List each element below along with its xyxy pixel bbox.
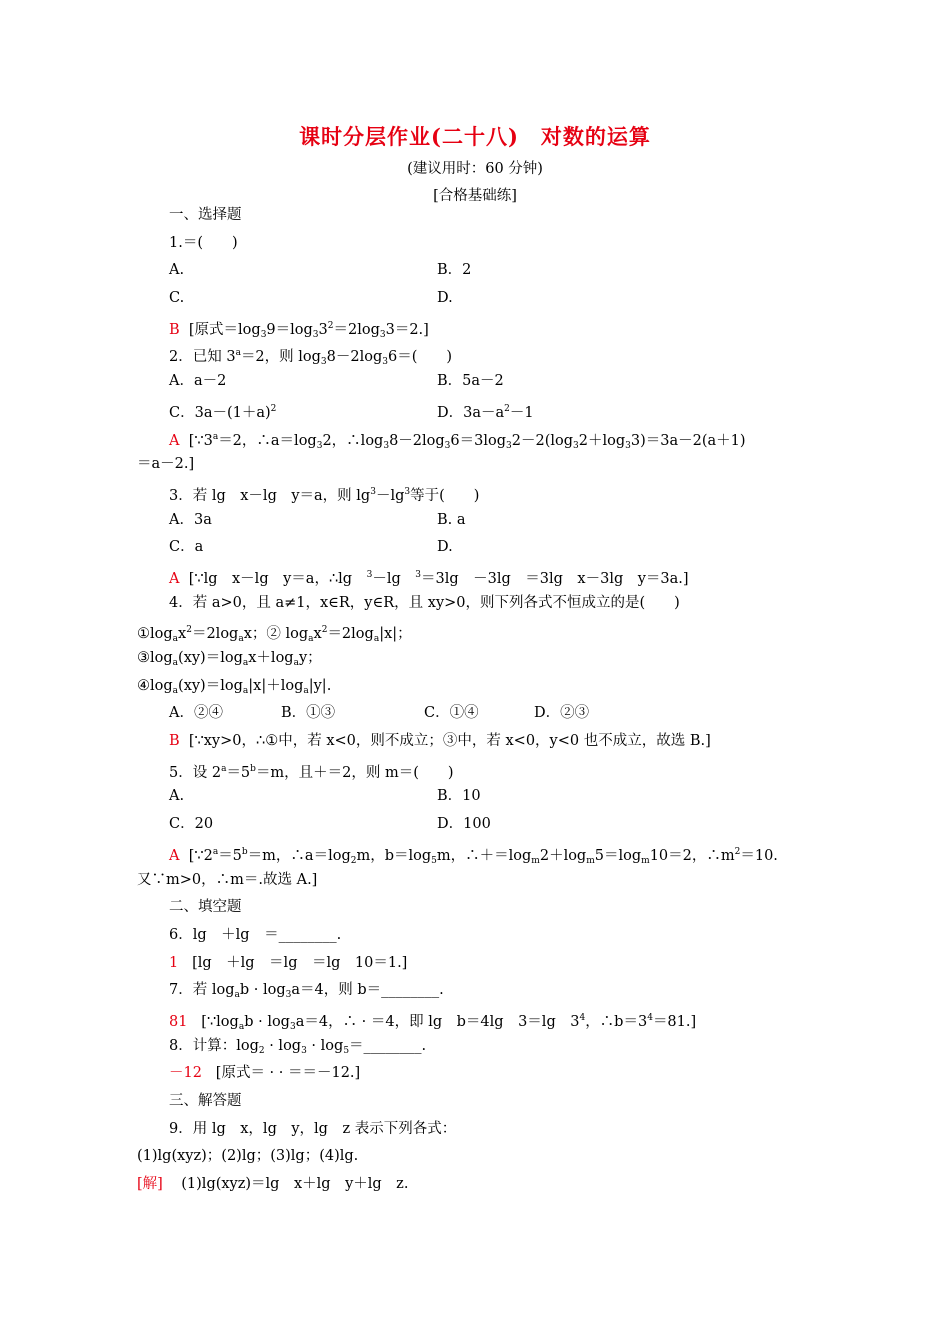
page-title: 课时分层作业(二十八) 对数的运算 [299, 124, 651, 149]
option-a: A．a－2 [169, 373, 227, 390]
option-b: B．5a－2 [437, 373, 504, 390]
answer-key: －12 [169, 1065, 202, 1082]
option-b: B. a [437, 511, 466, 528]
question-7-stem: 7．若 $\log_ab \cdot \log_3a=4$，则 b＝________. [169, 982, 444, 1001]
question-5-options-ab [137, 783, 817, 811]
question-9-stem: 9．用 lg x，lg y，lg z 表示下列各式： [169, 1120, 457, 1137]
option-b: B．10 [437, 788, 481, 805]
question-9-solution: [解] (1)lg(xyz)＝lg x＋lg y＋lg z. [137, 1176, 409, 1193]
question-9-items: (1)lg(xyz)；(2)lg；(3)lg；(4)lg. [137, 1148, 359, 1165]
question-7-solution: 81 [$\because\log_ab \cdot \log_3a=4$，∴ · ＝4，即 lg b＝4lg 3＝lg $3^4$，$\therefore b=3^4=81$.] [169, 1012, 697, 1032]
option-c: C．a [169, 539, 204, 556]
question-2-solution: A [$\because 3^a=2$，$\therefore a=\log_32$，$\therefore\log_38-2\log_36=3\log_32-2(\log_32+\log_33)=3a-2(a+1)$ [169, 431, 746, 451]
answer-key: A [169, 847, 180, 864]
question-2-solution-cont: ＝a－2.] [137, 456, 195, 473]
exercise-content [137, 202, 817, 1199]
question-5-solution-cont: 又∵m>0，∴m＝.故选 A.] [137, 871, 318, 888]
question-5-options-cd [137, 811, 817, 839]
section-label: [合格基础练] [433, 188, 517, 204]
answer-key: A [169, 570, 180, 587]
answer-key: B [169, 321, 180, 338]
question-1-stem: 1.＝( ) [169, 234, 238, 251]
question-4-solution: B [∵xy>0，∴①中，若 x<0，则不成立；③中，若 x<0，y<0 也不成立，故选 B.] [169, 733, 711, 750]
option-c: C．20 [169, 816, 214, 833]
question-6-solution: 1 [lg ＋lg ＝lg ＝lg 10＝1.] [169, 954, 408, 971]
answer-key: A [169, 432, 180, 449]
option-c: C．$3a-(1+a)^2$ [169, 403, 277, 421]
option-a: A. [169, 788, 185, 805]
option-d: D. [437, 539, 453, 556]
question-8-solution: －12 [原式＝ · · ＝＝－12.] [169, 1065, 361, 1082]
answer-key: 81 [169, 1013, 188, 1030]
question-4-statement-3: $③\log_a(xy)=\log_ax+\log_ay$； [137, 650, 322, 668]
option-c: C. [169, 290, 185, 307]
question-4-options [137, 700, 817, 728]
answer-key: [解] [137, 1176, 163, 1193]
question-5-solution: A [$\because 2^a=5^b=m$，$\therefore a=\log_2m$，$b=\log_5m$，$\therefore+=\log_m2+\log_m5=\log_m10=2$，$\therefore m^2=10$. [169, 846, 778, 866]
option-c: C．①④ [424, 705, 479, 722]
option-d: D．100 [437, 816, 491, 833]
option-a: A．3a [169, 511, 212, 528]
question-2-options-ab [137, 368, 817, 396]
question-3-options-ab [137, 507, 817, 535]
question-2-stem: 2．已知 $3^a=2$，则 $\log_38-2\log_36=$( ) [169, 348, 453, 368]
question-3-options-cd [137, 534, 817, 562]
option-d: D. [437, 290, 453, 307]
question-3-stem: 3．若 lg x－lg y＝a，则 $\lg^3-\lg^3$等于( ) [169, 486, 480, 504]
option-b: B．①③ [281, 705, 336, 722]
question-6-stem: 6．lg ＋lg ＝________. [169, 926, 342, 943]
question-1-options-cd [137, 285, 817, 313]
part-heading: 三、解答题 [169, 1093, 242, 1109]
answer-key: 1 [169, 954, 179, 971]
question-8-stem: 8．计算：$\log_2 \cdot \log_3$ · $\log_5=\_\_\_\_\_\_\_\_$. [169, 1037, 427, 1056]
option-b: B．2 [437, 262, 472, 279]
question-1-solution: B [原式$=\log_39=\log_33^2=2\log_33=2$.] [169, 320, 429, 340]
question-2-options-cd [137, 396, 817, 424]
option-d: D．②③ [534, 705, 590, 722]
question-1-options-ab [137, 257, 817, 285]
question-4-statement-1: $①\log_ax^2=2\log_ax$；② $\log_ax^2=2\log_a|x|$； [137, 625, 412, 645]
question-4-stem: 4．若 a>0，且 a≠1，x∈R，y∈R，且 xy>0，则下列各式不恒成立的是( ) [169, 594, 680, 611]
answer-key: B [169, 733, 180, 750]
question-4-statement-4: $④\log_a(xy)=\log_a|x|+\log_a|y|$. [137, 677, 332, 696]
option-a: A. [169, 262, 185, 279]
time-note: (建议用时：60 分钟) [407, 161, 543, 177]
part-heading: 二、填空题 [169, 899, 242, 916]
option-a: A．②④ [169, 705, 223, 722]
option-d: D．$3a-a^2-1$ [437, 403, 534, 421]
question-3-solution: A [∵lg x－lg y＝a，∴lg $^3$－lg $^3$＝3lg －3lg ＝3lg x－3lg y＝3a.] [169, 569, 689, 587]
question-5-stem: 5．设 $2^a=5^b=m$，且＋＝2，则 m＝( ) [169, 763, 454, 781]
part-heading: 一、选择题 [169, 207, 242, 223]
